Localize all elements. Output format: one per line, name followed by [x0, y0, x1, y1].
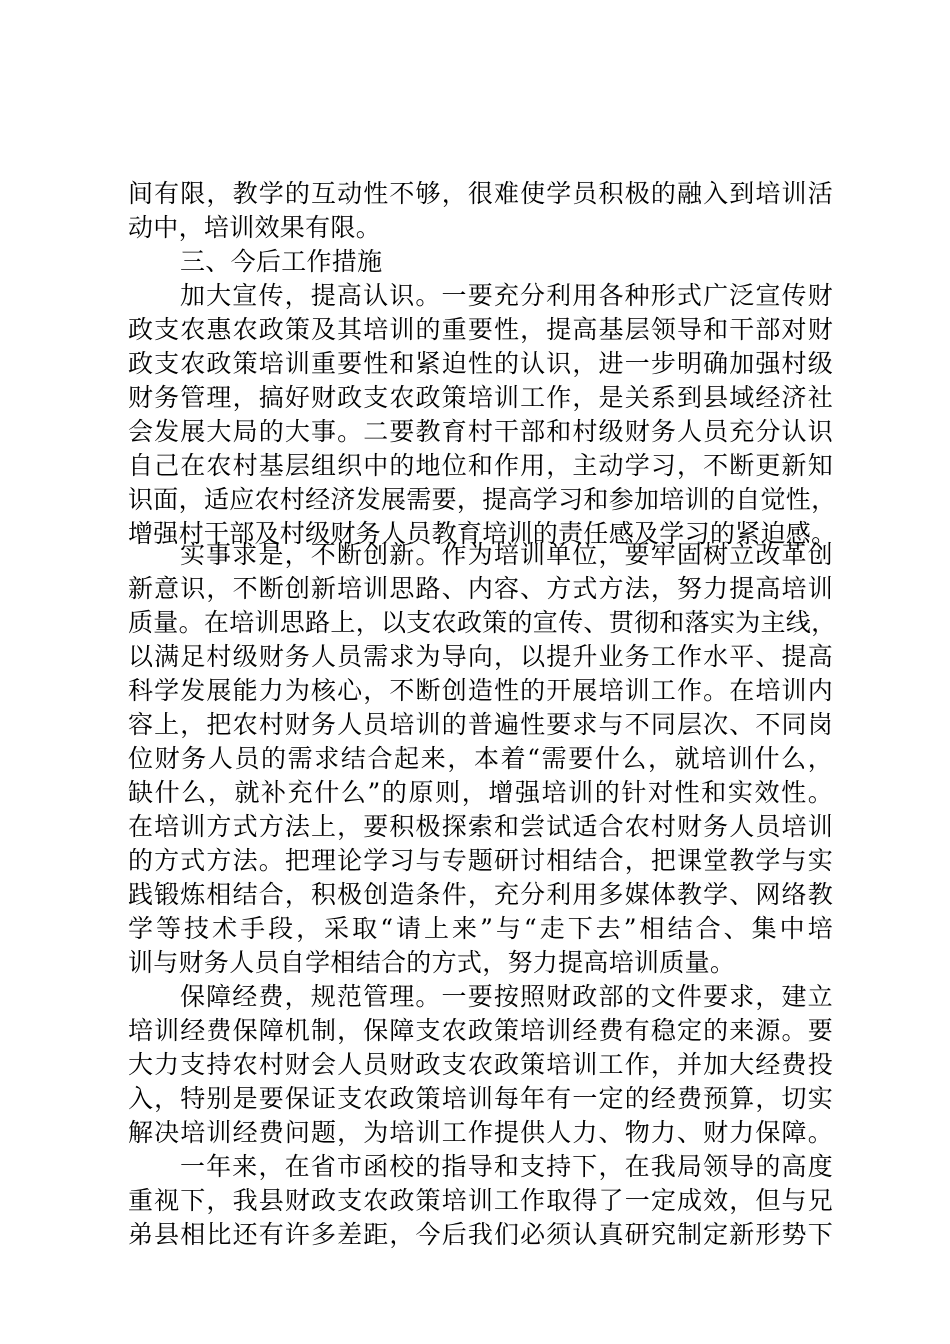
text-line: 识面，适应农村经济发展需要，提高学习和参加培训的自觉性，: [128, 485, 837, 514]
text-line: 弟县相比还有许多差距，今后我们必须认真研究制定新形势下: [128, 1220, 833, 1249]
text-line: 政支农惠农政策及其培训的重要性，提高基层领导和干部对财: [128, 315, 833, 344]
text-line: 新意识，不断创新培训思路、内容、方式方法，努力提高培训: [128, 574, 833, 603]
text-line: 保障经费，规范管理。一要按照财政部的文件要求，建立: [180, 982, 833, 1011]
paragraph-summary: [128, 1150, 833, 1252]
text-line: 解决培训经费问题，为培训工作提供人力、物力、财力保障。: [128, 1118, 833, 1147]
text-line: 动中，培训效果有限。: [128, 213, 382, 242]
text-line: 会发展大局的大事。二要教育村干部和村级财务人员充分认识: [128, 417, 833, 446]
text-line: 一年来，在省市函校的指导和支持下，在我局领导的高度: [180, 1152, 833, 1181]
text-line: 间有限，教学的互动性不够，很难使学员积极的融入到培训活: [128, 179, 833, 208]
text-line: 位财务人员的需求结合起来，本着“需要什么，就培训什么，: [128, 744, 833, 773]
text-line: 实事求是，不断创新。作为培训单位，要牢固树立改革创: [180, 540, 833, 569]
text-line: 入，特别是要保证支农政策培训每年有一定的经费预算，切实: [128, 1084, 833, 1113]
text-line: 政支农政策培训重要性和紧迫性的认识，进一步明确加强村级: [128, 349, 833, 378]
paragraph-innovation: [128, 538, 837, 980]
text-line: 的方式方法。把理论学习与专题研讨相结合，把课堂教学与实: [128, 846, 833, 875]
text-line: 在培训方式方法上，要积极探索和尝试适合农村财务人员培训: [128, 812, 833, 841]
text-line: 加大宣传，提高认识。一要充分利用各种形式广泛宣传财: [180, 281, 833, 310]
text-line: 容上，把农村财务人员培训的普遍性要求与不同层次、不同岗: [128, 710, 833, 739]
text-line: 践锻炼相结合，积极创造条件，充分利用多媒体教学、网络教: [128, 880, 833, 909]
text-line: 财务管理，搞好财政支农政策培训工作，是关系到县域经济社: [128, 383, 833, 412]
text-line: 质量。在培训思路上，以支农政策的宣传、贯彻和落实为主线，: [128, 608, 837, 637]
text-line: 自己在农村基层组织中的地位和作用，主动学习，不断更新知: [128, 451, 833, 480]
text-line: 科学发展能力为核心，不断创造性的开展培训工作。在培训内: [128, 676, 833, 705]
paragraph-continuation: [128, 177, 833, 245]
text-line: 培训经费保障机制，保障支农政策培训经费有稳定的来源。要: [128, 1016, 833, 1045]
paragraph-publicity: [128, 279, 837, 551]
section-heading: 三、今后工作措施: [180, 247, 383, 276]
text-line: 学等技术手段，采取“请上来”与“走下去”相结合、集中培: [128, 914, 833, 943]
text-line: 缺什么，就补充什么”的原则，增强培训的针对性和实效性。: [128, 778, 833, 807]
text-line: 大力支持农村财会人员财政支农政策培训工作，并加大经费投: [128, 1050, 833, 1079]
text-line: 以满足村级财务人员需求为导向，以提升业务工作水平、提高: [128, 642, 833, 671]
text-line: 重视下，我县财政支农政策培训工作取得了一定成效，但与兄: [128, 1186, 833, 1215]
paragraph-funding: [128, 980, 833, 1150]
text-line: 训与财务人员自学相结合的方式，努力提高培训质量。: [128, 948, 736, 977]
text-line: 增强村干部及村级财务人员教育培训的责任感及学习的紧迫感。: [128, 519, 837, 548]
